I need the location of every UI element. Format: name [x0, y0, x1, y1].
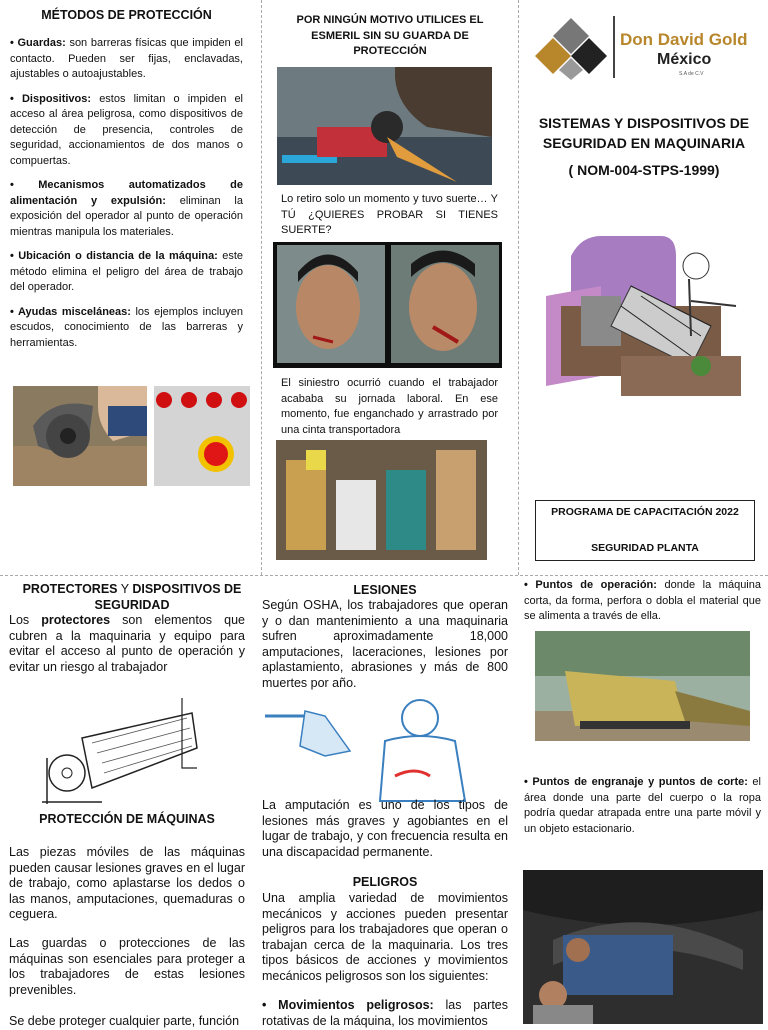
machine-protection-title: PROTECCIÓN DE MÁQUINAS: [39, 812, 215, 826]
crusher-photo: [535, 631, 750, 741]
brand-suffix: S.A de C.V: [679, 71, 704, 77]
method-guards: • Guardas: son barreras físicas que impiden el contacto. Pueden ser fijas, enclavadas, ajustables o autoajustables.: [10, 37, 243, 80]
method-distance: • Ubicación o distancia de la máquina: este método elimina el peligro del área de trabajo del operador.: [10, 250, 243, 293]
rescue-photo: [276, 440, 487, 560]
injury-illustration: [265, 696, 495, 802]
luck-caption: Lo retiro solo un momento y tuvo suerte… Y TÚ ¿QUIERES PROBAR SI TIENES SUERTE?: [281, 193, 498, 236]
brand-country: México: [657, 51, 712, 68]
norm-label: ( NOM-004-STPS-1999): [568, 162, 720, 178]
injuries-title: LESIONES: [353, 583, 417, 597]
grinder-no-guard-photo: [277, 67, 492, 185]
page-divider: [0, 575, 768, 576]
hazards-title: PELIGROS: [352, 875, 418, 889]
grinder-guard-photo: [13, 386, 147, 486]
maintenance-photo: [523, 870, 763, 1024]
injuries-p2: La amputación es uno de los tipos de lesiones más graves y agobiantes en el lugar de trabajo, y con frecuencia resulta en una discapacidad permanente.: [262, 798, 508, 859]
fold-line-1: [261, 0, 262, 575]
machine-protection-p2: Las guardas o protecciones de las máquinas son esenciales para proteger a los trabajadores de estas lesiones prevenibles.: [9, 936, 245, 997]
method-devices: • Dispositivos: estos limitan o impiden el acceso al área peligrosa, como dispositivos de detección de presencia, controles de seguridad, accionamientos de dos manos o compuertas.: [10, 92, 243, 167]
machine-illustration: [541, 226, 751, 406]
company-logo: [533, 14, 755, 84]
protectors-title: PROTECTORES Y DISPOSITIVOS DE SEGURIDAD: [22, 582, 242, 612]
pinch-points: • Puntos de engranaje y puntos de corte: el área donde una parte del cuerpo o la ropa podría quedar atrapada entre una parte móvil y un objeto estacionario.: [524, 776, 761, 835]
brand-name: Don David Gold: [620, 30, 748, 49]
program-box: [535, 500, 755, 561]
brand-diamond-icon: [533, 16, 609, 82]
protection-methods-section: [10, 8, 243, 351]
fold-line-2: [518, 0, 519, 575]
protectors-intro: Los protectores son elementos que cubren a la maquinaria y equipo para evitar el acceso al punto de operación y evitar un riesgo al trabajador: [9, 613, 245, 674]
grinder-warning-title: POR NINGÚN MOTIVO UTILICES EL ESMERIL SIN SU GUARDA DE PROTECCIÓN: [296, 14, 484, 57]
hazards-motion: • Movimientos peligrosos: las partes rotativas de la máquina, los movimientos: [262, 998, 509, 1028]
method-misc: • Ayudas misceláneas: los ejemplos incluyen escudos, conocimiento de las barreras y herramientas.: [10, 305, 243, 349]
injured-worker-photo: [273, 242, 502, 368]
conveyor-accident-caption: El siniestro ocurrió cuando el trabajador acababa su jornada laboral. En ese momento, fue enganchado y arrastrado por una cinta transportadora: [281, 377, 498, 436]
machine-protection-p3: Se debe proteger cualquier parte, función: [9, 1014, 240, 1028]
brochure-title: SISTEMAS Y DISPOSITIVOS DE SEGURIDAD EN MAQUINARIA: [538, 115, 750, 151]
emergency-stop-photo: [154, 386, 250, 486]
guard-diagram: [42, 698, 202, 804]
method-automation: • Mecanismos automatizados de alimentación y expulsión: eliminan la exposición del operador al punto de operación mientras manipula los materiales.: [10, 179, 243, 238]
program-label: PROGRAMA DE CAPACITACIÓN 2022: [551, 506, 739, 518]
section-title: MÉTODOS DE PROTECCIÓN: [41, 8, 212, 22]
hazards-p1: Una amplia variedad de movimientos mecánicos y acciones pueden presentar peligros para los trabajadores que operan o trabajan cerca de la maquinaria. Los tres tipos básicos de acciones y movimientos mecánicos peligrosos son los siguientes:: [262, 891, 508, 983]
operation-points: • Puntos de operación: donde la máquina corta, da forma, perfora o dobla el material que se alimenta a través de ella.: [524, 579, 761, 622]
machine-protection-p1: Las piezas móviles de las máquinas pueden causar lesiones graves en el lugar de trabajo, como aplastarse los dedos o las manos, amputaciones, quemaduras o ceguera.: [9, 845, 245, 922]
injuries-p1: Según OSHA, los trabajadores que operan y o dan mantenimiento a una maquinaria sufren aproximadamente 18,000 amputaciones, laceraciones, lesiones por aplastamiento, abrasiones y más de 800 muertes por año.: [262, 598, 508, 690]
logo-divider: [613, 16, 615, 78]
area-label: SEGURIDAD PLANTA: [591, 542, 699, 554]
